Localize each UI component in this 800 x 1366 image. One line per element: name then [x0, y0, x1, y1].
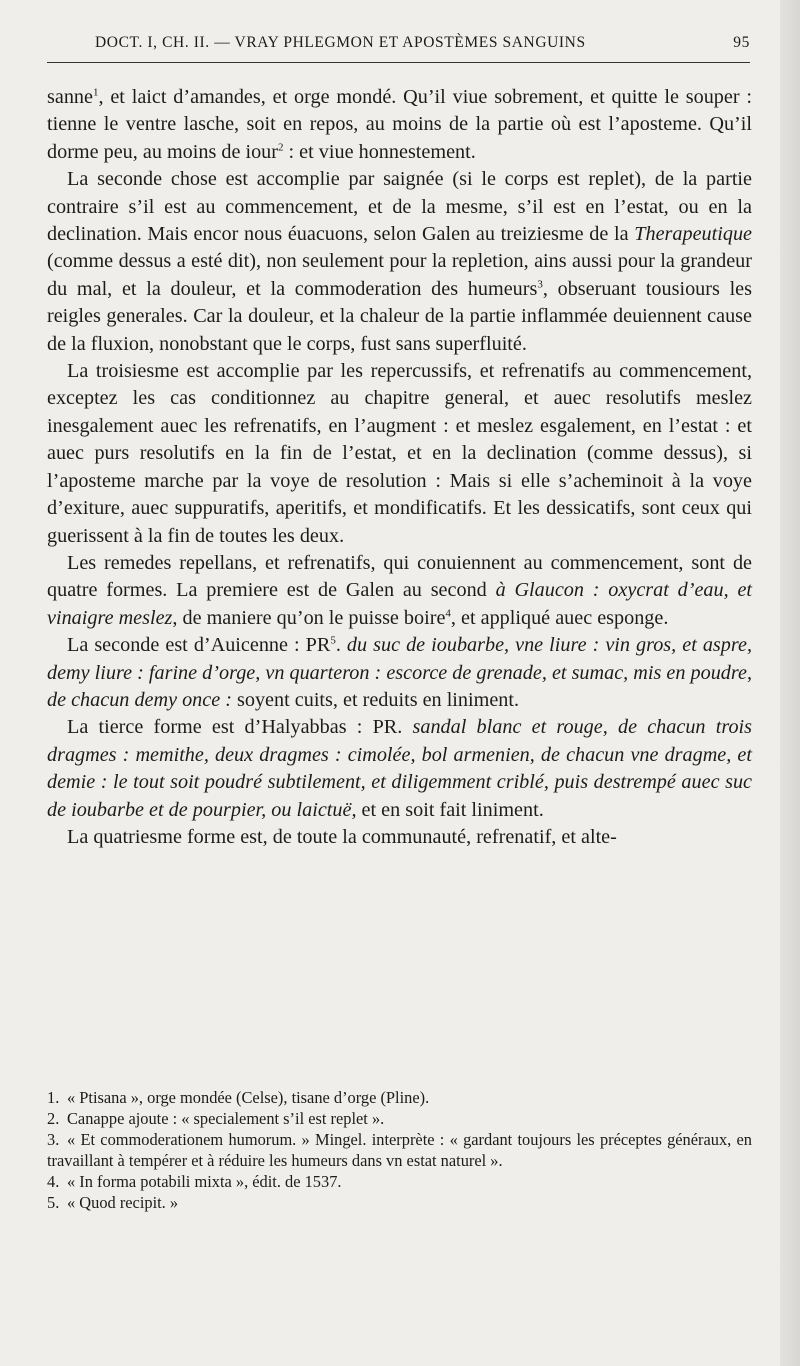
paragraph-4 — [47, 550, 752, 632]
text-run: , et laict d’amandes, et orge mondé. Qu’il viue sobrement, et quitte le souper : tienne le ventre lasche, soit en repos, au moins de la partie où est l’aposteme. Qu’il dorme peu, au moins de iour — [47, 86, 752, 163]
paragraph-1 — [47, 84, 752, 166]
italic-run: à Glaucon : oxycrat d’eau, et vinaigre meslez — [47, 579, 753, 629]
text-run: (comme dessus a esté dit), non seulement pour la repletion, ains aussi pour la grandeur du mal, et la douleur, et la commoderation des humeurs — [47, 250, 752, 300]
text-run: La seconde chose est accomplie par saignée (si le corps est replet), de la partie contraire s’il est au commencement, et de la mesme, s’il est en l’estat, ou en la declination. Mais encor nous éuacuons, selon Galen au treiziesme de la — [47, 168, 752, 246]
paragraph-3 — [47, 358, 752, 550]
footnote-text: « Et commoderationem humorum. » Mingel. interprète : « gardant toujours les préceptes généraux, en travaillant à tempérer et à réduire les humeurs dans vn estat naturel ». — [47, 1130, 752, 1170]
text-run: La seconde est d’Auicenne : PR — [67, 634, 331, 657]
footnote-number: 2. — [47, 1109, 60, 1128]
text-run: La troisiesme est accomplie par les repercussifs, et refrenatifs au commencement, exceptez les cas conditionnez au chapitre general, et auec resolutifs meslez inesgalement auec les refrenatifs, en l’augment : et meslez esgalement, en l’estat : et auec purs resolutifs en la fin de l’estat, et en la declination (comme dessus), si l’aposteme marche par la voye de resolution : Mais si elle s’acheminoit à la voye d’exiture, auec suppuratifs, aperitifs, et mondificatifs. Et les dessicatifs, sont ceux qui guerissent à la fin de toutes les deux. — [47, 360, 752, 547]
text-run: : et viue honnestement. — [283, 140, 476, 163]
footnote-3 — [47, 1129, 752, 1171]
footnote-number: 1. — [47, 1088, 60, 1107]
text-run: et en soit fait liniment. — [356, 798, 544, 821]
footnote-ref: 5 — [330, 634, 336, 647]
running-title: DOCT. I, CH. II. — VRAY PHLEGMON ET APOSTÈMES SANGUINS — [95, 34, 586, 51]
footnote-2 — [47, 1108, 752, 1129]
text-run: , de maniere qu’on le puisse boire — [172, 606, 446, 629]
footnote-ref: 3 — [537, 278, 543, 291]
paragraph-2 — [47, 166, 752, 358]
italic-run: sandal blanc et rouge, de chacun trois dragmes : memithe, deux dragmes : cimolée, bol armenien, de chacun vne dragme, et demie : le tout soit poudré subtilement, et diligemment criblé, puis destrempé auec suc de ioubarbe et de pourpier, ou laictuë, — [47, 716, 752, 821]
page-number: 95 — [733, 34, 750, 51]
text-run: , et appliqué auec esponge. — [450, 606, 669, 629]
paragraph-6 — [47, 714, 752, 824]
footnote-number: 3. — [47, 1130, 60, 1149]
footnote-text: Canappe ajoute : « specialement s’il est replet ». — [67, 1109, 385, 1128]
footnote-text: « Ptisana », orge mondée (Celse), tisane d’orge (Pline). — [67, 1088, 430, 1107]
text-run: , obseruant tousiours les reigles generales. Car la douleur, et la chaleur de la partie inflammée deuiennent cause de la fluxion, nonobstant que le corps, fust sans superfluité. — [47, 277, 752, 355]
footnote-5 — [47, 1192, 752, 1213]
footnote-number: 4. — [47, 1172, 60, 1191]
header-rule — [47, 62, 750, 63]
footnote-number: 5. — [47, 1193, 60, 1212]
footnote-ref: 1 — [92, 86, 99, 99]
text-run: La tierce forme est d’Halyabbas : PR. — [67, 716, 413, 739]
footnote-text: « Quod recipit. » — [67, 1193, 179, 1212]
text-run: . — [335, 634, 347, 657]
footnote-ref: 2 — [277, 141, 284, 154]
text-run: sanne — [47, 86, 93, 108]
footnotes — [47, 1087, 752, 1213]
text-run: soyent cuits, et reduits en liniment. — [231, 688, 520, 711]
main-text — [47, 84, 752, 851]
running-header — [47, 30, 750, 60]
text-run: La quatriesme forme est, de toute la communauté, refrenatif, et alte- — [67, 825, 617, 848]
footnote-1 — [47, 1087, 752, 1108]
italic-run: Therapeutique — [634, 223, 752, 246]
text-run: Les remedes repellans, et refrenatifs, qui conuiennent au commencement, sont de quatre formes. La premiere est de Galen au second — [47, 551, 752, 602]
footnote-ref: 4 — [445, 606, 451, 619]
footnote-text: « In forma potabili mixta », édit. de 1537. — [67, 1172, 342, 1191]
paragraph-7 — [47, 824, 752, 851]
page-edge — [780, 0, 800, 1366]
footnote-4 — [47, 1171, 752, 1192]
paragraph-5 — [47, 632, 752, 714]
italic-run: du suc de ioubarbe, vne liure : vin gros, et aspre, demy liure : farine d’orge, vn quarteron : escorce de grenade, et sumac, mis en poudre, de chacun demy once : — [47, 634, 752, 711]
